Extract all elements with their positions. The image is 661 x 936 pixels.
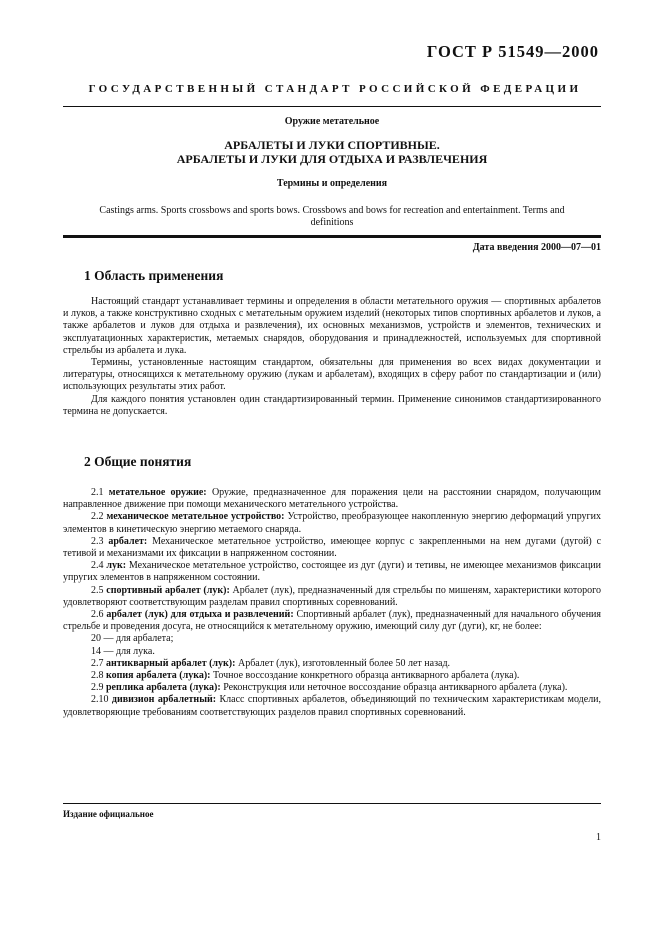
footer-divider: [63, 803, 601, 804]
term-definition: Арбалет (лук), изготовленный более 50 лет назад.: [237, 657, 451, 669]
paragraph: Настоящий стандарт устанавливает термины и определения в области метательного оружия — спортивных арбалетов и луков, а также конструктивно сходных с метательным оружием изделий (некоторых типов спортивных арбалетов и луков, а также арбалетов и луков для отдыха и развлечения), их основных механизмов, устройств и элементов, технических и эксплуатационных характеристик, метаемых снарядов, оборудования и принадлежностей, используемых для спортивной стрельбы из арбалета и лука.: [63, 296, 601, 356]
term-entry: [63, 511, 601, 535]
term-name: антикварный арбалет (лук):: [106, 657, 236, 669]
edition-label: Издание официальное: [63, 809, 154, 819]
term-definition: Механическое метательное устройство, состоящее из дуг (дуги) и тетивы, не имеющее механизмов фиксации упругих элементов в напряженном состоянии.: [63, 560, 602, 584]
term-entry: [63, 694, 601, 718]
term-entry: [63, 670, 601, 682]
section-1-heading: 1 Область применения: [84, 268, 224, 283]
state-standard-title: ГОСУДАРСТВЕННЫЙ СТАНДАРТ РОССИЙСКОЙ ФЕДЕРАЦИИ: [88, 83, 582, 95]
top-divider: [63, 106, 601, 107]
paragraph: Термины, установленные настоящим стандартом, обязательны для применения во всех видах документации и литературы, относящихся к метательному оружию (лукам и арбалетам), входящих в сферу работ по стандартизации и (или) использующих результаты этих работ.: [63, 357, 601, 393]
term-definition: Оружие, предназначенное для поражения цели на расстоянии снарядом, получающим направленное движение при помощи механического метательного устройства.: [63, 487, 602, 511]
term-name: спортивный арбалет (лук):: [106, 584, 230, 596]
standard-group: Оружие метательное: [284, 116, 380, 127]
limit-item: 20 — для арбалета;: [91, 633, 174, 645]
term-definition: Спортивный арбалет (лук), предназначенный для начального обучения стрельбе и проведения досуга, не относящийся к метательному оружию, имеющий силу дуг (дуги), кг, не более:: [63, 609, 602, 633]
term-definition: Устройство, преобразующее накопленную энергию деформаций упругих элементов в кинетическую энергию метаемого снаряда.: [63, 511, 602, 535]
term-name: арбалет:: [108, 535, 148, 547]
title-line-1: АРБАЛЕТЫ И ЛУКИ СПОРТИВНЫЕ.: [224, 138, 440, 152]
term-name: лук:: [106, 560, 127, 572]
term-name: реплика арбалета (лука):: [106, 682, 221, 694]
term-number: 2.10: [91, 694, 109, 706]
term-number: 2.5: [91, 584, 104, 596]
page-number: 1: [596, 832, 601, 843]
term-definition: Реконструкция или неточное воссоздание образца антикварного арбалета (лука).: [223, 682, 568, 694]
term-entry: [63, 682, 601, 694]
thick-divider: [63, 235, 601, 238]
term-entry: [63, 609, 601, 633]
limit-item: 14 — для лука.: [91, 645, 155, 657]
document-title: [63, 139, 601, 166]
term-definition: Класс спортивных арбалетов, объединяющий по техническим характеристикам модели, удовлетворяющие требованиям соответствующих разделов правил спортивных соревнований.: [63, 694, 602, 718]
term-name: метательное оружие:: [108, 487, 207, 498]
title-line-2: АРБАЛЕТЫ И ЛУКИ ДЛЯ ОТДЫХА И РАЗВЛЕЧЕНИЯ: [176, 151, 488, 166]
english-title: Castings arms. Sports crossbows and sports bows. Crossbows and bows for recreation and entertainment. Terms and definitions: [99, 205, 565, 228]
term-entry: [63, 585, 601, 609]
section-2-heading: 2 Общие понятия: [84, 454, 192, 469]
term-entry: [63, 536, 601, 560]
term-number: 2.4: [91, 560, 104, 572]
term-entry: [63, 560, 601, 584]
section-2-body: [63, 487, 601, 719]
term-definition: Механическое метательное устройство, имеющее корпус с закрепленными на нем дугами (дугой) с тетивой и механизмами их фиксации в напряженном состоянии.: [63, 535, 602, 560]
intro-date: Дата введения 2000—07—01: [472, 242, 601, 253]
term-number: 2.1: [91, 487, 104, 498]
term-number: 2.7: [91, 657, 104, 669]
section-1-body: [63, 296, 601, 418]
term-definition: Арбалет (лук), предназначенный для стрельбы по мишеням, характеристики которого удовлетворяют соответствующим разделам правил спортивных соревнований.: [63, 584, 602, 608]
term-number: 2.9: [91, 682, 104, 694]
term-name: арбалет (лук) для отдыха и развлечений:: [106, 609, 294, 621]
term-name: копия арбалета (лука):: [106, 670, 211, 682]
paragraph: Для каждого понятия установлен один стандартизированный термин. Применение синонимов стандартизированного термина не допускается.: [63, 393, 601, 417]
term-name: дивизион арбалетный:: [111, 694, 217, 706]
term-number: 2.3: [91, 535, 104, 547]
document-subtitle: Термины и определения: [276, 178, 388, 189]
term-definition: Точное воссоздание конкретного образца антикварного арбалета (лука).: [213, 670, 520, 682]
term-entry: [63, 487, 601, 511]
term-number: 2.2: [91, 511, 104, 523]
gost-code: ГОСТ Р 51549—2000: [426, 42, 599, 61]
term-number: 2.8: [91, 670, 104, 682]
term-name: механическое метательное устройство:: [106, 511, 285, 523]
term-number: 2.6: [91, 609, 104, 621]
term-entry: [63, 658, 601, 670]
